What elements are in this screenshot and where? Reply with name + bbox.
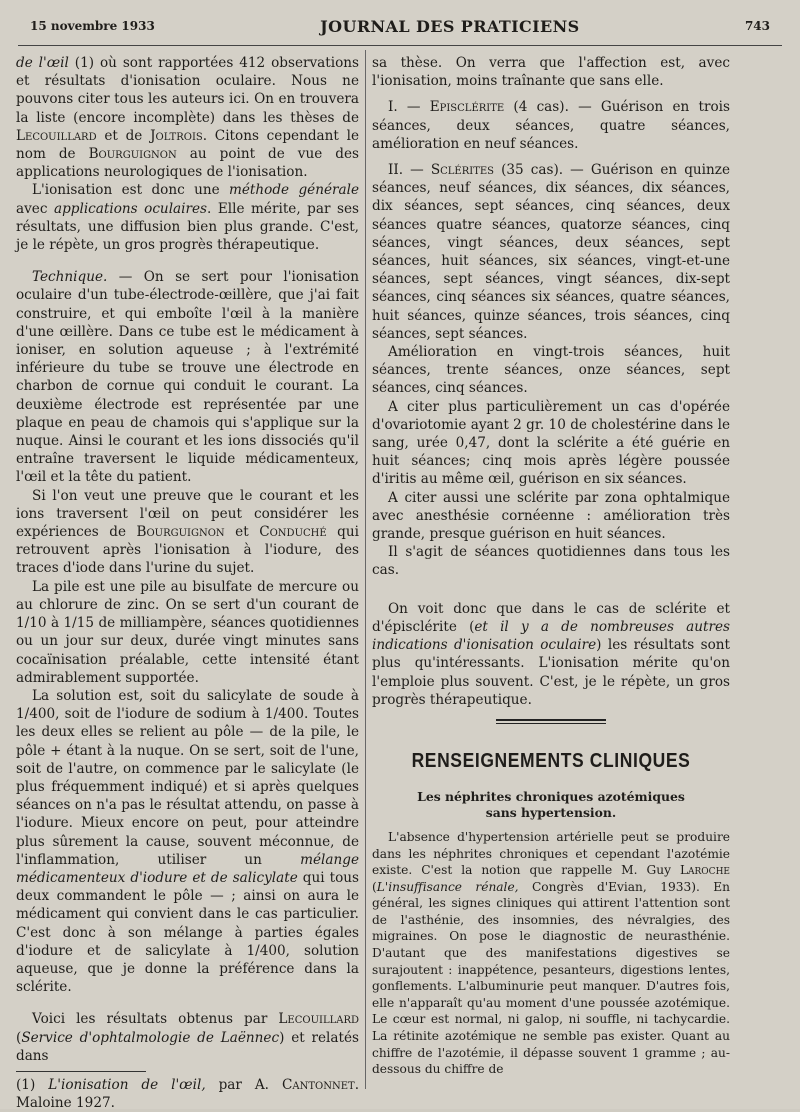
author-name: Bourguignon — [88, 146, 177, 163]
section-heading: RENSEIGNEMENTS CLINIQUES — [411, 748, 691, 772]
subheading-technique: Technique. — [32, 269, 108, 286]
author-name: Cantonnet — [281, 1076, 355, 1093]
paragraph-solution: La solution est, soit du salicylate de soude à 1/400, soit de l'iodure de sodium à 1/400. Toutes les deux elles se relient au pôle — de la pile, le pôle + étant à la nuque. On se sert, soit de l'une, soit de l'autre, on commence par le salicylate (le plus fréquemment indiqué) et si après quelques séances on n'a pas le résultat attendu, on passe à l'iodure. Mieux encore on peut, pour atteindre plus sûrement la cause, souvent méconnue, de l'inflammation, utiliser un mélange médicamenteux d'iodure et de salicylate qui tous deux commandent le pôle — ; ainsi on aura le médicament qui convient dans le cas particulier. C'est donc à son mélange à parties égales d'iodure et de salicylate à 1/400, solution aqueuse, que je donne la préférence dans la sclérite. — [16, 687, 359, 996]
paragraph-nephrites: L'absence d'hypertension artérielle peut se produire dans les néphrites chroniques et cependant l'azotémie existe. C'est la notion que rappelle M. Guy Laroche (L'insuffisance rénale, Congrès d'Evian, 1933). En général, les signes cliniques qui attirent l'attention sont de l'asthénie, des insomnies, des névralgies, des migraines. On pose le diagnostic de neurasthénie. D'autant que des manifestations digestives se surajoutent : inappétence, pesanteurs, digestions lentes, gonflements. L'albuminurie peut manquer. D'autres fois, elle n'apparaît qu'au moment d'une poussée azotémique. Le cœur est normal, ni galop, ni souffle, ni tachycardie. La rétinite azotémique ne semble pas exister. Quant au chiffre de l'azotémie, il dépasse souvent 1 gramme ; au-dessous du chiffre de — [372, 829, 730, 1077]
paragraph-proof: Si l'on veut une preuve que le courant et les ions traversent l'œil on peut considérer les expériences de Bourguignon et Conduché qui retrouvent après l'ionisation à l'iodure, des traces d'iode dans l'urine du sujet. — [16, 487, 359, 577]
author-name: Lecouillard — [278, 1011, 359, 1028]
paragraph-general-method: L'ionisation est donc une méthode générale avec applications oculaires. Elle mérite, par ses résultats, une diffusion bien plus grande. C'est, je le répète, un gros progrès thérapeutique. — [16, 182, 359, 254]
paragraph-references: de l'œil (1) où sont rapportées 412 observations et résultats d'ionisation oculaire. Nous ne pouvons citer tous les auteurs ici. On en trouvera la liste (encore incomplète) dans les thèses de Lecouillard et de Joltrois. Citons cependant le nom de Bourguignon au point de vue des applications neurologiques de l'ionisation. — [16, 55, 360, 181]
running-header — [30, 14, 770, 38]
header-rule — [18, 45, 782, 46]
paragraph-technique: Technique. — On se sert pour l'ionisation oculaire d'un tube-électrode-œillère, que j'ai fait construire, et qui emboîte l'œil à la manière d'une œillère. Dans ce tube est le médicament à ioniser, en solution aqueuse ; à l'extrémité inférieure du tube se trouve une électrode en charbon de cornue qui conduit le courant. La deuxième électrode est représentée par une plaque en peau de chamois qui s'applique sur la nuque. Ainsi le courant et les ions dissociés qu'il entraîne traversent le liquide médicamenteux, l'œil et la tête du patient. — [16, 269, 359, 486]
paragraph-results-intro: Voici les résultats obtenus par Lecouillard (Service d'ophtalmologie de Laënnec) et relatés dans — [16, 1011, 359, 1064]
paragraph-episclerite: I. — Episclérite (4 cas). — Guérison en trois séances, deux séances, quatre séances, amélioration en neuf séances. — [372, 99, 730, 152]
paragraph-case-ovariotomie: A citer plus particulièrement un cas d'opérée d'ovariotomie ayant 2 gr. 10 de cholestérine dans le sang, urée 0,47, dont la sclérite a été guérie en huit séances; cinq mois après légère poussée d'iritis au même œil, guérison en six séances. — [372, 398, 730, 488]
paragraph-thesis: sa thèse. On verra que l'affection est, avec l'ionisation, moins traînante que sans elle. — [372, 55, 730, 90]
left-column — [16, 54, 360, 1112]
case-heading: Sclérites — [430, 162, 495, 179]
paragraph-conclusion: On voit donc que dans le cas de sclérite et d'épisclérite (et il y a de nombreuses autres indications d'ionisation oculaire) les résultats sont plus qu'intéressants. L'ionisation mérite qu'on l'emploie plus souvent. C'est, je le répète, un gros progrès thérapeutique. — [372, 600, 730, 708]
paragraph-amelioration: Amélioration en vingt-trois séances, huit séances, trente séances, onze séances, sept séances, cinq séances. — [372, 344, 730, 397]
author-name: Bourguignon — [136, 524, 225, 541]
paragraph-battery: La pile est une pile au bisulfate de mercure ou au chlorure de zinc. On se sert d'un courant de 1/10 à 1/15 de milliampère, séances quotidiennes ou un jour sur deux, durée vingt minutes sans cocaïnisation préalable, cette intensité étant admirablement supportée. — [16, 578, 359, 686]
paragraph-sclerites: II. — Sclérites (35 cas). — Guérison en quinze séances, neuf séances, dix séances, dix séances, dix séances, sept séances, cinq séances, deux séances quatre séances, quatorze séances, cinq séances, vingt séances, deux séances, sept séances, huit séances, six séances, vingt-et-une séances, sept séances, vingt séances, dix-sept séances, cinq séances six séances, quatre séances, huit séances, quinze séances, trois séances, cinq séances, sept séances. — [372, 162, 730, 342]
paragraph-case-zona: A citer aussi une sclérite par zona ophtalmique avec anesthésie cornéenne : amélioration très grande, presque guérison en huit séances. — [372, 489, 730, 543]
author-name: Laroche — [679, 863, 730, 878]
author-name: Joltrois — [150, 127, 203, 144]
page-number: 743 — [744, 19, 770, 33]
author-name: Lecouillard — [16, 127, 97, 144]
paragraph-daily-sessions: Il s'agit de séances quotidiennes dans tous les cas. — [372, 544, 730, 579]
journal-title: JOURNAL DES PRATICIENS — [320, 16, 580, 36]
article-title: Les néphrites chroniques azotémiques sans hypertension. — [417, 788, 685, 820]
case-heading: Episclérite — [429, 99, 505, 116]
author-name: Conduché — [259, 524, 327, 541]
column-separator — [365, 50, 366, 1089]
right-column — [372, 54, 730, 1097]
footnote-rule — [16, 1071, 146, 1072]
issue-date: 15 novembre 1933 — [30, 19, 155, 33]
section-divider — [496, 719, 606, 724]
footnote: (1) L'ionisation de l'œil, par A. Cantonnet. Maloine 1927. — [16, 1076, 360, 1112]
